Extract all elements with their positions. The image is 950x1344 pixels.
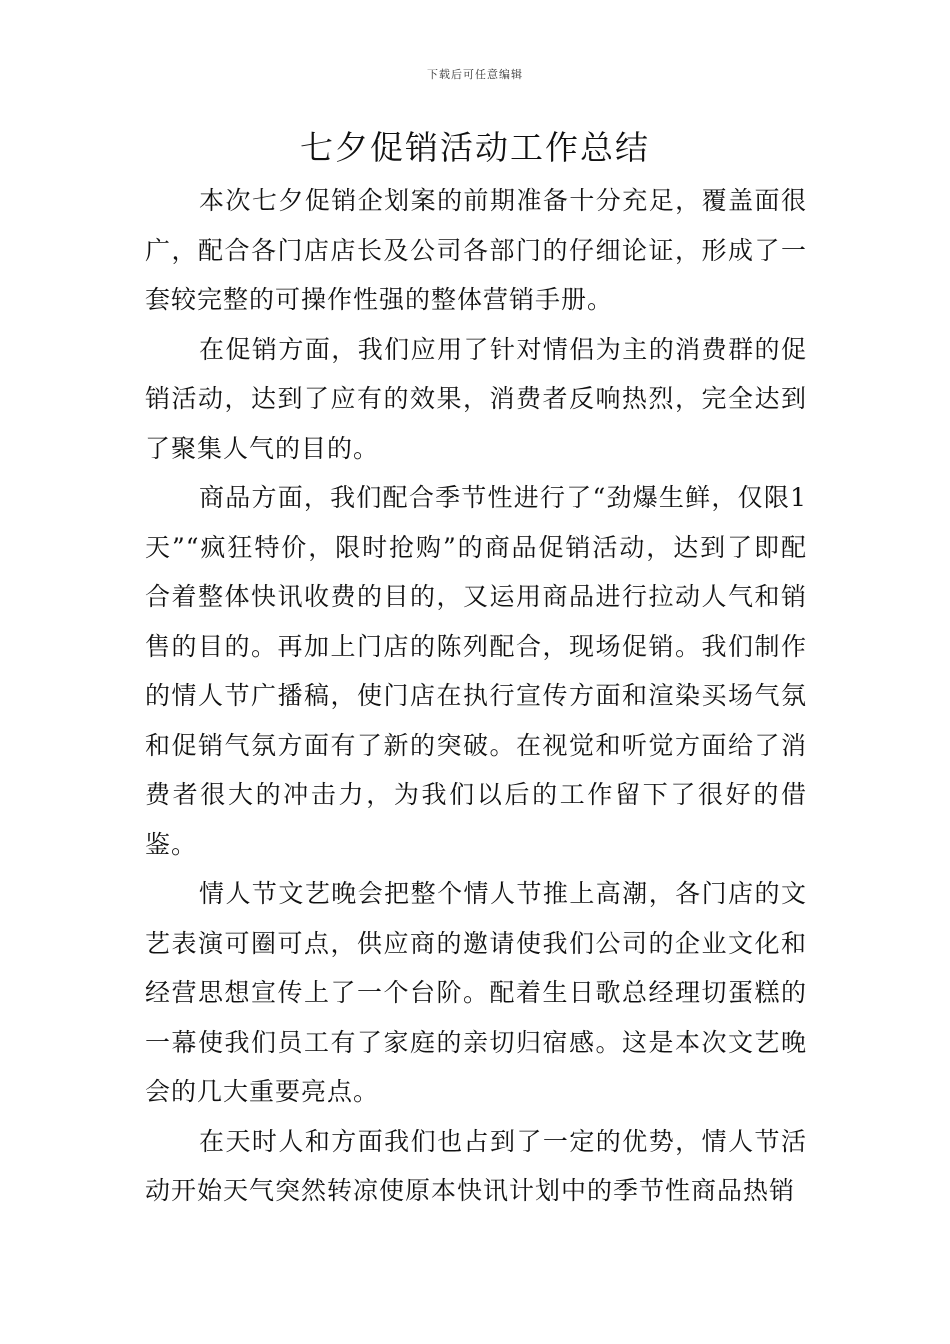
paragraph: 本次七夕促销企划案的前期准备十分充足，覆盖面很广，配合各门店店长及公司各部门的仔细论证，形成了一套较完整的可操作性强的整体营销手册。: [145, 186, 807, 314]
header-note: 下载后可任意编辑: [427, 68, 523, 81]
paragraph: 情人节文艺晚会把整个情人节推上高潮，各门店的文艺表演可圈可点，供应商的邀请使我们公司的企业文化和经营思想宣传上了一个台阶。配着生日歌总经理切蛋糕的一幕使我们员工有了家庭的亲切归宿感。这是本次文艺晚会的几大重要亮点。: [145, 879, 807, 1106]
paragraph: 在促销方面，我们应用了针对情侣为主的消费群的促销活动，达到了应有的效果，消费者反响热烈，完全达到了聚集人气的目的。: [145, 334, 807, 463]
paragraph: 在天时人和方面我们也占到了一定的优势，情人节活动开始天气突然转凉使原本快讯计划中的季节性商品热销: [145, 1126, 807, 1205]
paragraph: 商品方面，我们配合季节性进行了“劲爆生鲜，仅限1天”“疯狂特价，限时抢购”的商品促销活动，达到了即配合着整体快讯收费的目的，又运用商品进行拉动人气和销售的目的。再加上门店的陈列配合，现场促销。我们制作的情人节广播稿，使门店在执行宣传方面和渲染买场气氛和促销气氛方面有了新的突破。在视觉和听觉方面给了消费者很大的冲击力，为我们以后的工作留下了很好的借鉴。: [145, 483, 807, 859]
document-title: 七夕促销活动工作总结: [300, 128, 650, 167]
document-body: [145, 176, 807, 1216]
